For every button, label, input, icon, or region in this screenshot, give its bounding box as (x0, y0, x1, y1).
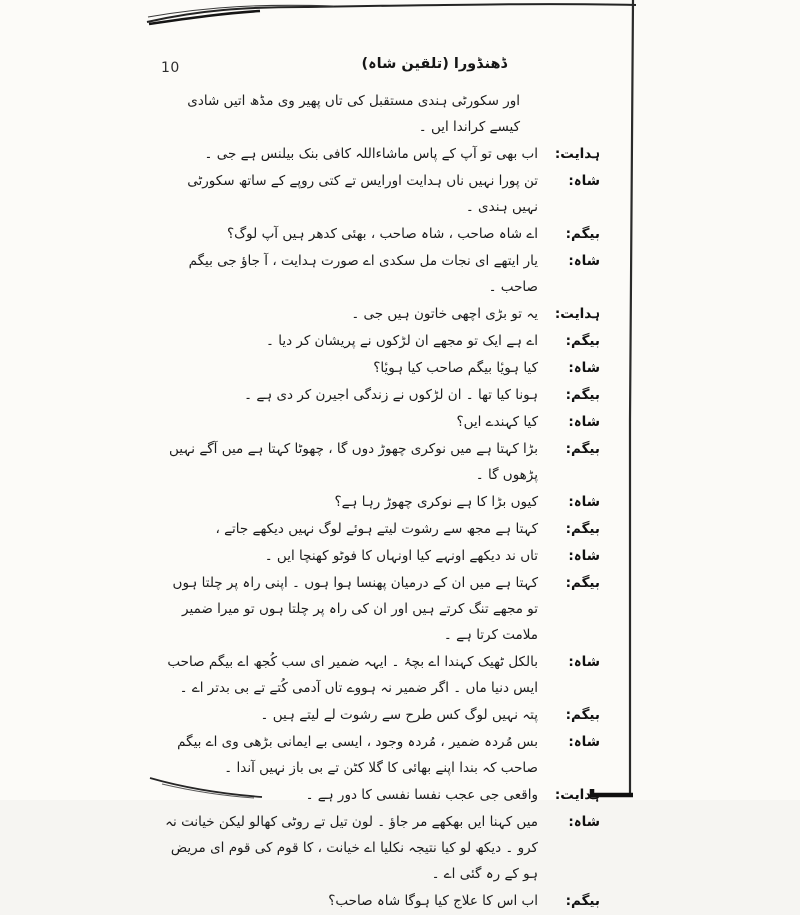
speaker-label: بیگم: (565, 893, 600, 909)
page-header: ڈھنڈورا (تلقین شاہ) (361, 56, 507, 72)
dialogue-row (158, 888, 600, 914)
speaker-label: ہدایت: (554, 787, 600, 803)
dialogue-text: تاں ند دیکھے اونہے کیا اونہاں کا فوٹو کھنچا ایں ۔ (264, 548, 538, 564)
dialogue-text: ہونا کیا تھا ۔ ان لڑکوں نے زندگی اجیرن کر دی ہے ۔ (244, 387, 538, 403)
speaker-label: بیگم: (565, 333, 600, 349)
dialogue-row (158, 328, 600, 354)
dialogue-row (158, 649, 600, 701)
speaker-label: ہدایت: (554, 306, 600, 322)
speaker-label: بیگم: (565, 575, 600, 591)
dialogue-row (158, 168, 600, 220)
speaker-label: شاہ: (568, 253, 600, 269)
speaker-label: بیگم: (565, 521, 600, 537)
speaker-label: ہدایت: (554, 146, 600, 162)
dialogue-text: اب اس کا علاج کیا ہوگا شاہ صاحب؟ (328, 893, 538, 909)
dialogue-text: کیوں بڑا کا ہے نوکری چھوڑ رہا ہے؟ (334, 494, 538, 510)
dialogue-text: کیا کہندے ایں؟ (456, 414, 538, 430)
dialogue-row (158, 489, 600, 515)
dialogue-row (158, 88, 600, 140)
dialogue-row (158, 782, 600, 808)
dialogue-row (158, 570, 600, 648)
dialogue-row (158, 382, 600, 408)
speaker-label: بیگم: (565, 707, 600, 723)
dialogue-text: یار ایتھے ای نجات مل سکدی اے صورت ہدایت ، آ جاؤ جی بیگم صاحب ۔ (188, 253, 538, 295)
speaker-label: شاہ: (568, 654, 600, 670)
dialogue-text: بس مُردہ ضمیر ، مُردہ وجود ، ایسی بے ایمانی بڑھی وی اے بیگم صاحب کہ بندا اپنے بھائی کا گلا کٹن تے بی باز نہیں آندا ۔ (177, 734, 538, 776)
dialogue-row (158, 729, 600, 781)
speaker-label: شاہ: (568, 734, 600, 750)
dialogue-text: میں کہنا ایں بھکھے مر جاؤ ۔ لون تیل تے روٹی کھالو لیکن خیانت نہ کرو ۔ دیکھ لو کیا نتیجہ نکلیا اے خیانت ، کا قوم کی قوم ای مریض ہو کے رہ گئی اے ۔ (165, 814, 538, 882)
dialogue-text: اے ہے ایک تو مجھے ان لڑکوں نے پریشان کر دیا ۔ (266, 333, 538, 349)
dialogue-text: تن پورا نہیں ناں ہدایت اورایس تے کتی روپے کے ساتھ سکورٹی نہیں ہندی ۔ (187, 173, 538, 215)
page-number: 10 (161, 60, 180, 76)
dialogue-row (158, 436, 600, 488)
speaker-label: شاہ: (568, 414, 600, 430)
dialogue-text: واقعی جی عجب نفسا نفسی کا دور ہے ۔ (305, 787, 538, 803)
speaker-label: شاہ: (568, 548, 600, 564)
speaker-label: شاہ: (568, 494, 600, 510)
dialogue-text: پتہ نہیں لوگ کس طرح سے رشوت لے لیتے ہیں ۔ (260, 707, 538, 723)
dialogue-row (158, 248, 600, 300)
dialogue-row (158, 702, 600, 728)
dialogue-text: یہ تو بڑی اچھی خاتون ہیں جی ۔ (351, 306, 538, 322)
dialogue-row (158, 409, 600, 435)
speaker-label: بیگم: (565, 441, 600, 457)
dialogue-text: کہتا ہے میں ان کے درمیان پھنسا ہوا ہوں ۔ اپنی راہ پر چلتا ہوں تو مجھے تنگ کرتے ہیں اور ان کی راہ پر چلتا ہوں تو میرا ضمیر ملامت کرتا ہے ۔ (172, 575, 538, 643)
speaker-label: بیگم: (565, 387, 600, 403)
speaker-label: بیگم: (565, 226, 600, 242)
dialogue-text: کیا ہویٔا بیگم صاحب کیا ہویٔا؟ (373, 360, 538, 376)
speaker-label: شاہ: (568, 360, 600, 376)
dialogue-row (158, 221, 600, 247)
dialogue-block (158, 88, 600, 915)
dialogue-text: بالکل ٹھیک کہندا اے بچۂ ۔ ایہہ ضمیر ای سب کُجھ اے بیگم صاحب ایس دنیا ماں ۔ اگر ضمیر نہ ہووے تاں آدمی کُتے تے بی بدتر اے ۔ (167, 654, 538, 696)
dialogue-row (158, 141, 600, 167)
dialogue-row (158, 355, 600, 381)
speaker-label: شاہ: (568, 173, 600, 189)
dialogue-row (158, 543, 600, 569)
speaker-label: شاہ: (568, 814, 600, 830)
dialogue-text: اور سکورٹی ہندی مستقبل کی تاں پھیر وی مڈھ اتیں شادی کیسے کراندا ایں ۔ (187, 93, 520, 135)
dialogue-row (158, 516, 600, 542)
dialogue-text: اے شاہ صاحب ، شاہ صاحب ، بھئی کدھر ہیں آپ لوگ؟ (226, 226, 538, 242)
dialogue-text: کہتا ہے مجھ سے رشوت لیتے ہوئے لوگ نہیں دیکھے جاتے ، (215, 521, 538, 537)
dialogue-text: اب بھی تو آپ کے پاس ماشاءاللہ کافی بنک بیلنس ہے جی ۔ (204, 146, 538, 162)
dialogue-text: بڑا کہتا ہے میں نوکری چھوڑ دوں گا ، چھوٹا کہتا ہے میں آگے نہیں پڑھوں گا ۔ (169, 441, 538, 483)
dialogue-row (158, 301, 600, 327)
dialogue-row (158, 809, 600, 887)
